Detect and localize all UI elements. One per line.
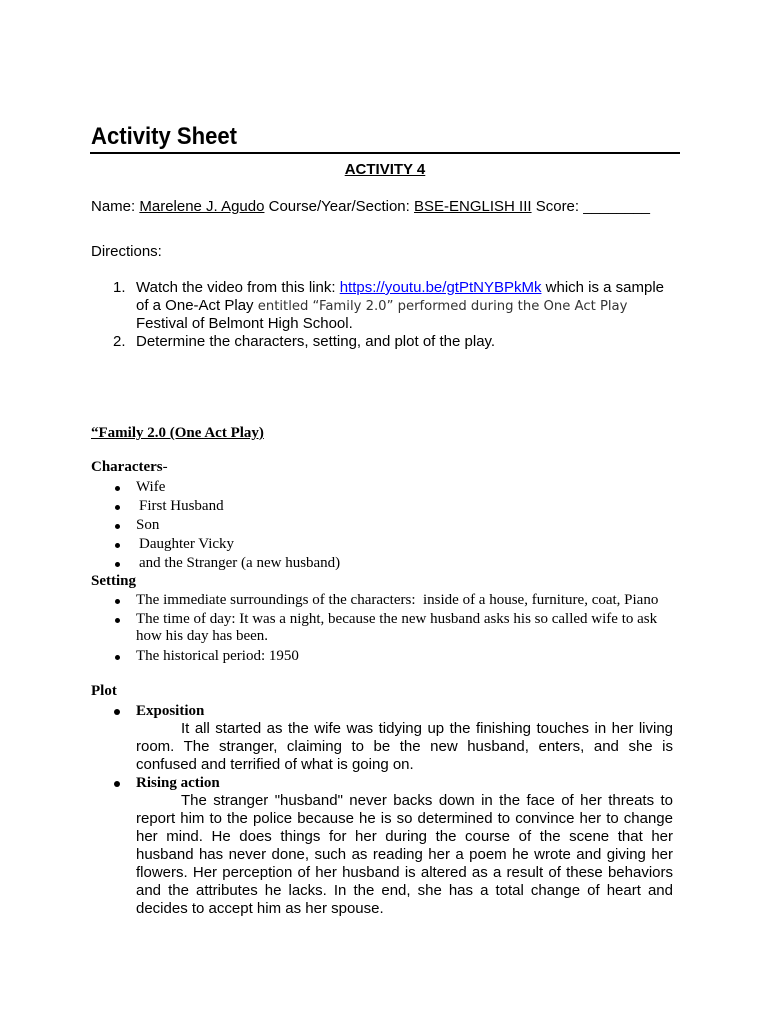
exposition-paragraph — [136, 720, 673, 774]
direction-item-1-line-2 — [136, 297, 627, 316]
direction-text: of a One-Act Play — [136, 297, 254, 314]
bullet-icon — [115, 524, 120, 529]
activity-number: ACTIVITY 4 — [344, 161, 426, 178]
setting-item — [136, 591, 658, 610]
bullet-icon — [114, 781, 120, 787]
setting-text: The immediate surroundings of the characters: inside of a house, furniture, coat, Piano — [136, 592, 659, 608]
setting-text: The time of day: It was a night, because the new husband asks his so called wife to ask — [136, 611, 658, 627]
character-name: Daughter Vicky — [139, 536, 235, 552]
paragraph-line: flowers. Her perception of her husband is altered as a result of these behaviors — [136, 864, 673, 881]
direction-number: 2. — [113, 333, 126, 350]
course-section-value: BSE-ENGLISH III — [414, 198, 532, 215]
characters-heading — [91, 458, 168, 477]
character-name: and the Stranger (a new husband) — [139, 555, 341, 571]
bullet-icon — [114, 709, 120, 715]
character-item — [136, 554, 340, 573]
plot-label: Plot — [91, 683, 117, 699]
directions-label: Directions: — [91, 243, 162, 260]
setting-item — [136, 647, 299, 666]
character-name: Son — [136, 517, 160, 533]
characters-label-suffix: - — [162, 459, 168, 475]
activity-heading — [90, 161, 680, 179]
direction-text: Watch the video from this link: — [136, 279, 336, 296]
title-divider — [90, 152, 680, 154]
bullet-icon — [115, 505, 120, 510]
paragraph-line: It all started as the wife was tidying up the finishing touches in her living — [181, 720, 673, 737]
direction-item-1-line-3: Festival of Belmont High School. — [136, 315, 353, 332]
direction-text-alt: entitled “Family 2.0” performed during the One Act Play — [257, 299, 628, 314]
paragraph-line: room. The stranger, claiming to be the new husband, enters, and she is — [136, 738, 673, 755]
rising-action-paragraph — [136, 792, 673, 918]
bullet-icon — [115, 655, 120, 660]
score-label: Score: — [535, 198, 580, 215]
score-blank: ________ — [583, 198, 650, 215]
character-item — [136, 535, 234, 554]
character-name: First Husband — [139, 498, 224, 514]
character-name: Wife — [136, 479, 166, 495]
bullet-icon — [115, 543, 120, 548]
student-info-line — [91, 198, 650, 216]
setting-text: The historical period: 1950 — [136, 648, 299, 664]
character-item — [136, 478, 165, 497]
direction-number: 1. — [113, 279, 126, 296]
paragraph-line: her mind. He does things for her during the course of the scene that her — [136, 828, 673, 845]
character-item — [136, 516, 159, 535]
student-name: Marelene J. Agudo — [139, 198, 265, 215]
exposition-title: Exposition — [136, 703, 205, 719]
plot-section-title — [136, 774, 220, 793]
name-label: Name: — [91, 198, 136, 215]
character-item — [136, 497, 224, 516]
direction-item-1-line-1 — [136, 279, 664, 297]
paragraph-line: decides to accept him as her spouse. — [136, 900, 384, 917]
direction-item-2: Determine the characters, setting, and plot of the play. — [136, 333, 496, 350]
bullet-icon — [115, 562, 120, 567]
bullet-icon — [115, 618, 120, 623]
setting-label: Setting — [91, 573, 136, 589]
page-title: Activity Sheet — [91, 123, 238, 150]
bullet-icon — [115, 486, 120, 491]
bullet-icon — [115, 599, 120, 604]
rising-action-title: Rising action — [136, 775, 220, 791]
paragraph-line: husband has never done, such as reading her a poem he wrote and giving her — [136, 846, 673, 863]
direction-text: which is a sample — [545, 279, 665, 296]
plot-section-title — [136, 702, 204, 721]
video-link[interactable]: https://youtu.be/gtPtNYBPkMk — [339, 279, 542, 296]
paragraph-line: The stranger "husband" never backs down in the face of her threats to — [181, 792, 673, 809]
paragraph-line: confused and terrified of what is going on. — [136, 756, 414, 773]
paragraph-line: report him to the police because he is so determined to convince her to change — [136, 810, 673, 827]
play-title — [91, 424, 264, 443]
course-section-label: Course/Year/Section: — [268, 198, 410, 215]
characters-label: Characters — [91, 459, 163, 475]
play-title-text: “Family 2.0 (One Act Play) — [91, 425, 264, 441]
setting-item-continuation: how his day has been. — [136, 628, 269, 644]
paragraph-line: and the attributes he lacks. In the end, she has a total change of heart and — [136, 882, 673, 899]
